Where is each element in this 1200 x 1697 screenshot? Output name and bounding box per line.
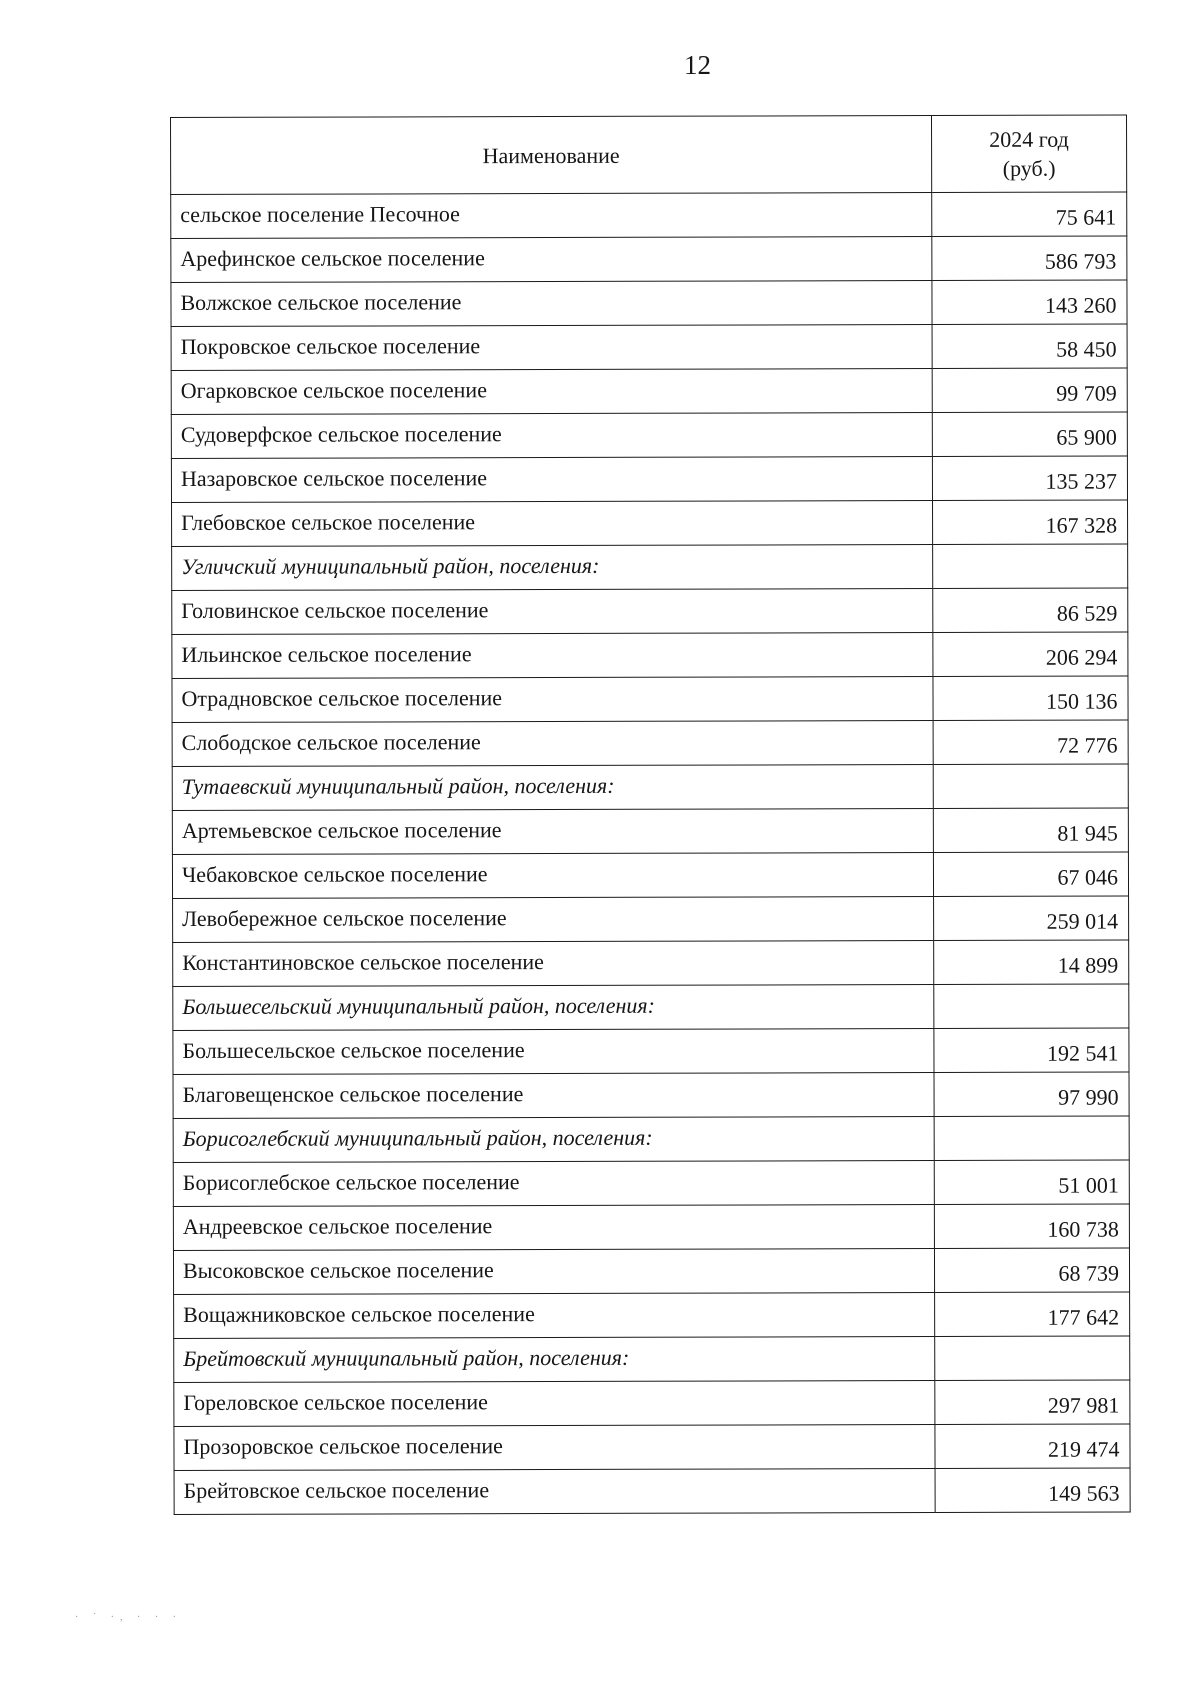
amount-cell: 167 328 xyxy=(933,500,1128,545)
table-row xyxy=(174,1468,1130,1515)
amount-cell: 99 709 xyxy=(932,368,1127,413)
amount-cell: 86 529 xyxy=(933,588,1128,633)
table-section-row xyxy=(173,984,1129,1031)
settlement-name-cell: Вощажниковское сельское поселение xyxy=(174,1293,935,1339)
table-body xyxy=(171,192,1130,1514)
table-row xyxy=(171,368,1127,415)
table-row xyxy=(172,588,1128,635)
settlement-name-cell: Отрадновское сельское поселение xyxy=(172,677,933,723)
table-row xyxy=(171,280,1127,327)
settlement-name-cell: Покровское сельское поселение xyxy=(171,325,932,371)
section-title-cell: Борисоглебский муниципальный район, поселения: xyxy=(173,1117,934,1163)
settlement-name-cell: Судоверфское сельское поселение xyxy=(171,413,932,459)
amount-cell: 135 237 xyxy=(932,456,1127,501)
table-row xyxy=(173,1028,1129,1075)
amount-cell: 259 014 xyxy=(934,896,1129,941)
settlements-table xyxy=(170,114,1131,1515)
amount-cell: 51 001 xyxy=(934,1160,1129,1205)
amount-cell xyxy=(933,544,1128,589)
table-row xyxy=(172,808,1128,855)
amount-cell: 297 981 xyxy=(935,1380,1130,1425)
amount-cell xyxy=(934,984,1129,1029)
header-value xyxy=(931,115,1126,193)
table-row xyxy=(171,324,1127,371)
settlement-name-cell: Глебовское сельское поселение xyxy=(172,501,933,547)
amount-cell: 81 945 xyxy=(933,808,1128,853)
settlement-name-cell: Прозоровское сельское поселение xyxy=(174,1425,935,1471)
table-row xyxy=(173,1072,1129,1119)
table-row xyxy=(172,852,1128,899)
table-row xyxy=(171,456,1127,503)
header-value-unit: (руб.) xyxy=(1002,155,1056,181)
amount-cell: 65 900 xyxy=(932,412,1127,457)
page-number: 12 xyxy=(684,50,711,80)
header-name: Наименование xyxy=(171,116,932,195)
table-row xyxy=(173,896,1129,943)
settlement-name-cell: Огарковское сельское поселение xyxy=(171,369,932,415)
amount-cell: 219 474 xyxy=(935,1424,1130,1469)
amount-cell: 143 260 xyxy=(932,280,1127,325)
settlement-name-cell: Благовещенское сельское поселение xyxy=(173,1073,934,1119)
table-section-row xyxy=(174,1336,1130,1383)
table-row xyxy=(174,1292,1130,1339)
settlement-name-cell: Брейтовское сельское поселение xyxy=(174,1469,935,1515)
table-row xyxy=(171,236,1127,283)
section-title-cell: Большесельский муниципальный район, поселения: xyxy=(173,985,934,1031)
amount-cell: 206 294 xyxy=(933,632,1128,677)
settlement-name-cell: Слободское сельское поселение xyxy=(172,721,933,767)
settlement-name-cell: Артемьевское сельское поселение xyxy=(172,809,933,855)
amount-cell: 177 642 xyxy=(935,1292,1130,1337)
settlement-name-cell: Ильинское сельское поселение xyxy=(172,633,933,679)
table-row xyxy=(172,632,1128,679)
settlement-name-cell: Головинское сельское поселение xyxy=(172,589,933,635)
table-section-row xyxy=(173,1116,1129,1163)
table-row xyxy=(171,412,1127,459)
table-row xyxy=(172,500,1128,547)
amount-cell: 160 738 xyxy=(934,1204,1129,1249)
amount-cell xyxy=(933,764,1128,809)
section-title-cell: Брейтовский муниципальный район, поселения: xyxy=(174,1337,935,1383)
table-header-row xyxy=(171,115,1127,195)
amount-cell: 150 136 xyxy=(933,676,1128,721)
settlement-name-cell: сельское поселение Песочное xyxy=(171,193,932,239)
table-row xyxy=(172,720,1128,767)
amount-cell: 149 563 xyxy=(935,1468,1130,1513)
amount-cell xyxy=(934,1116,1129,1161)
settlement-name-cell: Высоковское сельское поселение xyxy=(173,1249,934,1295)
amount-cell: 72 776 xyxy=(933,720,1128,765)
settlement-name-cell: Константиновское сельское поселение xyxy=(173,941,934,987)
amount-cell: 97 990 xyxy=(934,1072,1129,1117)
header-value-year: 2024 год xyxy=(989,126,1069,152)
table-section-row xyxy=(172,764,1128,811)
amount-cell: 58 450 xyxy=(932,324,1127,369)
amount-cell: 586 793 xyxy=(932,236,1127,281)
amount-cell: 68 739 xyxy=(934,1248,1129,1293)
amount-cell: 67 046 xyxy=(933,852,1128,897)
table-row xyxy=(173,940,1129,987)
table-row xyxy=(174,1380,1130,1427)
table-row xyxy=(173,1204,1129,1251)
amount-cell: 192 541 xyxy=(934,1028,1129,1073)
settlement-name-cell: Арефинское сельское поселение xyxy=(171,237,932,283)
amount-cell: 14 899 xyxy=(934,940,1129,985)
table-row xyxy=(173,1248,1129,1295)
settlement-name-cell: Чебаковское сельское поселение xyxy=(172,853,933,899)
amount-cell: 75 641 xyxy=(932,192,1127,237)
settlement-name-cell: Назаровское сельское поселение xyxy=(171,457,932,503)
table-row xyxy=(173,1160,1129,1207)
settlement-name-cell: Андреевское сельское поселение xyxy=(173,1205,934,1251)
scan-artifact: · ˙ ·, · · · xyxy=(75,1612,182,1623)
settlement-name-cell: Гореловское сельское поселение xyxy=(174,1381,935,1427)
settlement-name-cell: Левобережное сельское поселение xyxy=(173,897,934,943)
table-container xyxy=(170,114,1131,1515)
table-section-row xyxy=(172,544,1128,591)
section-title-cell: Тутаевский муниципальный район, поселения: xyxy=(172,765,933,811)
table-row xyxy=(174,1424,1130,1471)
table-row xyxy=(171,192,1127,239)
table-row xyxy=(172,676,1128,723)
amount-cell xyxy=(935,1336,1130,1381)
settlement-name-cell: Борисоглебское сельское поселение xyxy=(173,1161,934,1207)
settlement-name-cell: Большесельское сельское поселение xyxy=(173,1029,934,1075)
section-title-cell: Угличский муниципальный район, поселения: xyxy=(172,545,933,591)
settlement-name-cell: Волжское сельское поселение xyxy=(171,281,932,327)
